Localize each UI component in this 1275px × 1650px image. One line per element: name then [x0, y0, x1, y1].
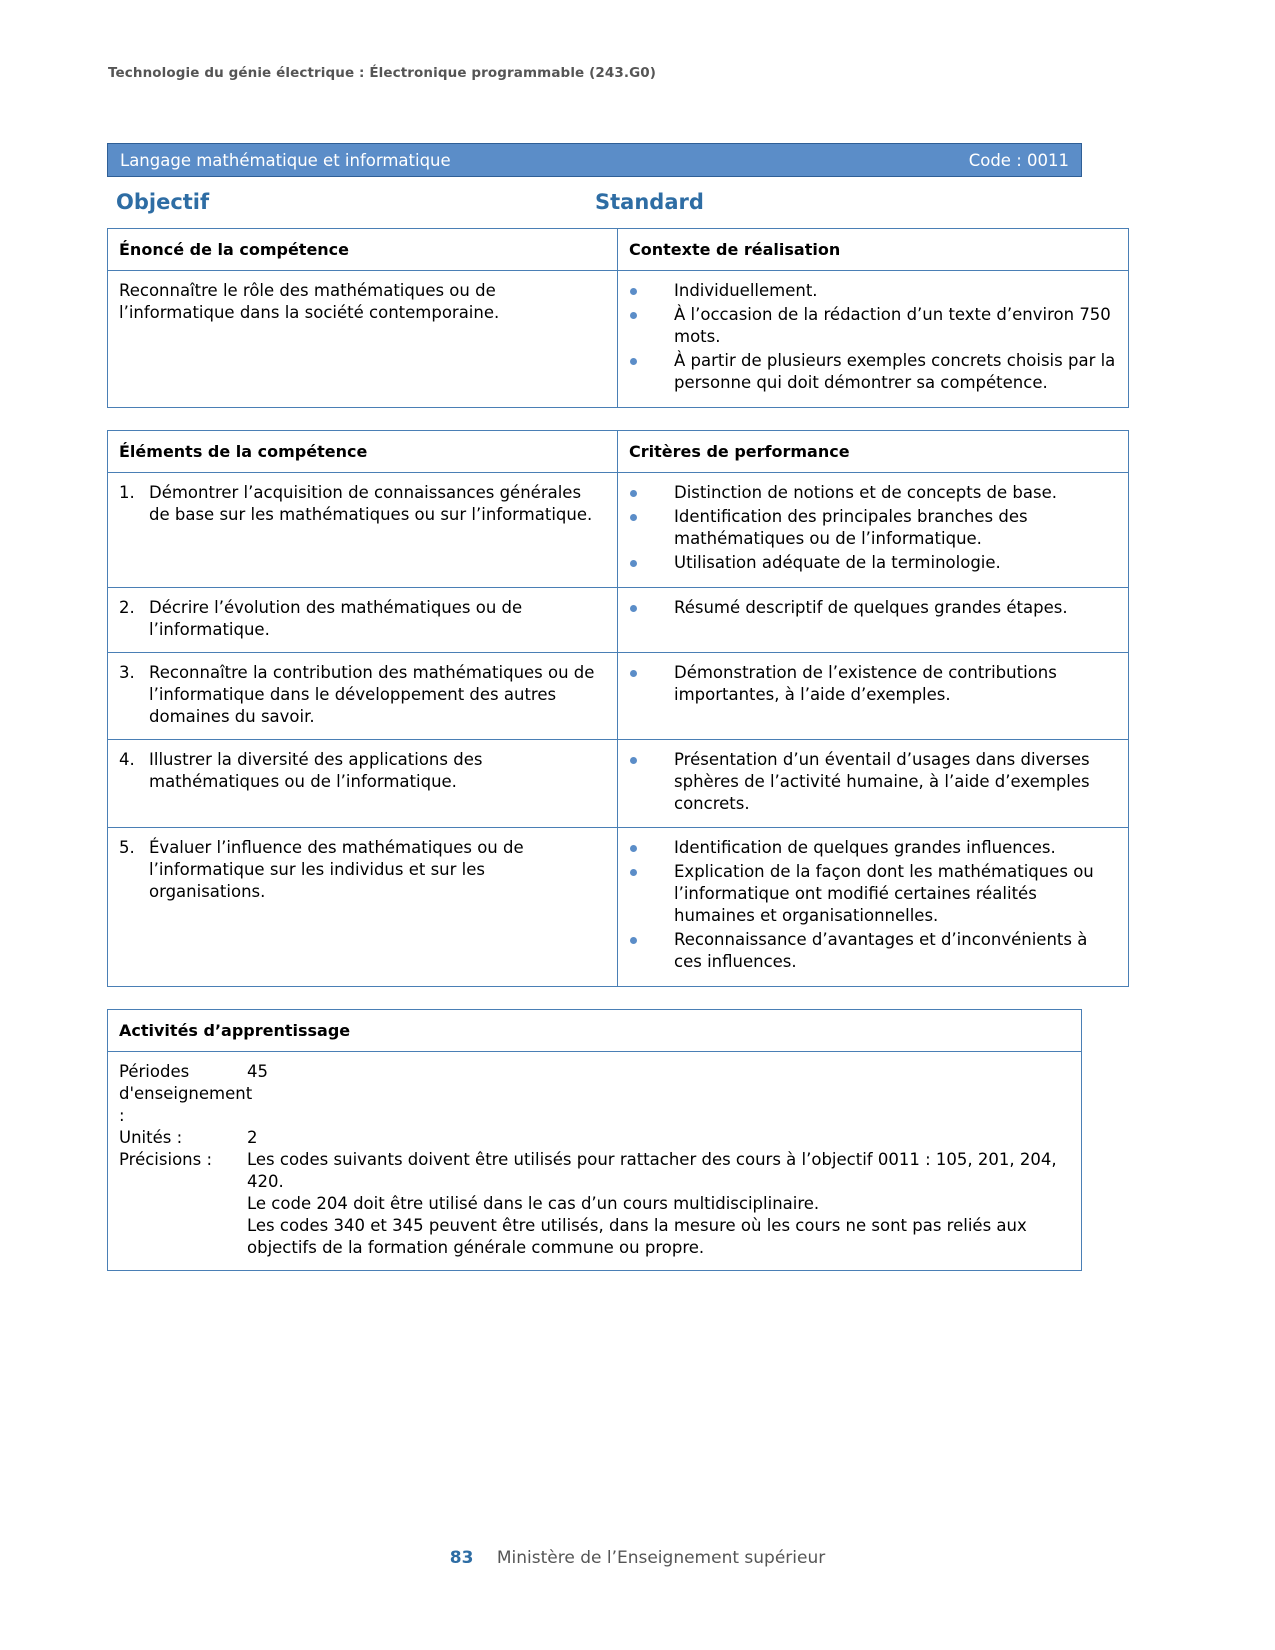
units-value: 2: [247, 1128, 258, 1148]
precisions-label: Précisions :: [119, 1150, 213, 1170]
item-text: Évaluer l’influence des mathématiques ou de l’informatique sur les individus et sur les organisations.: [149, 838, 524, 902]
precisions-text: Les codes suivants doivent être utilisés pour rattacher des cours à l’objectif 0011 : 105, 201, 204, 420.: [247, 1150, 1057, 1192]
criteria-cell: [618, 828, 1129, 987]
criteria-list: [629, 662, 1117, 706]
list-item: Individuellement.: [629, 280, 1117, 302]
criteria-cell: [618, 473, 1129, 588]
criteria-header: Critères de performance: [618, 430, 1129, 472]
list-item: Présentation d’un éventail d’usages dans diverses sphères de l’activité humaine, à l’aide d’exemples concrets.: [629, 749, 1117, 815]
context-list: [629, 280, 1117, 394]
criteria-list: [629, 837, 1117, 973]
page-header: Technologie du génie électrique : Électronique programmable (243.G0): [108, 65, 657, 81]
units-line: [119, 1127, 1070, 1149]
precisions-text: Les codes 340 et 345 peuvent être utilisés, dans la mesure où les cours ne sont pas reliés aux objectifs de la formation générale commune ou propre.: [247, 1215, 1027, 1257]
element-cell: [108, 587, 618, 652]
learning-activities-table: [107, 1009, 1082, 1271]
statement-header: Énoncé de la compétence: [108, 229, 618, 271]
item-number: 3.: [119, 662, 135, 682]
competency-statement-table: [107, 228, 1129, 408]
element-list: [119, 482, 606, 526]
list-item: À l’occasion de la rédaction d’un texte d’environ 750 mots.: [629, 304, 1117, 348]
page-number: 83: [449, 1548, 474, 1568]
list-item: [119, 749, 606, 793]
criteria-cell: [618, 587, 1129, 652]
table-row: [108, 652, 1129, 739]
precisions-value: [247, 1149, 1070, 1259]
criteria-list: [629, 597, 1117, 619]
criteria-cell: [618, 652, 1129, 739]
element-cell: [108, 828, 618, 987]
element-cell: [108, 652, 618, 739]
objective-heading: Objectif: [116, 190, 210, 214]
competency-title-bar: [107, 143, 1082, 177]
list-item: Démonstration de l’existence de contributions importantes, à l’aide d’exemples.: [629, 662, 1117, 706]
list-item: [119, 662, 606, 728]
section-headings: [107, 190, 1082, 214]
periods-label: Périodes d'enseignement :: [119, 1062, 253, 1126]
table-row: [108, 271, 1129, 408]
table-header-row: [108, 430, 1129, 472]
element-list: [119, 837, 606, 903]
item-number: 1.: [119, 483, 135, 503]
table-row: [108, 828, 1129, 987]
ministry-name: Ministère de l’Enseignement supérieur: [496, 1548, 826, 1568]
precisions-text: Le code 204 doit être utilisé dans le cas d’un cours multidisciplinaire.: [247, 1193, 820, 1213]
document-content: [107, 143, 1116, 1293]
elements-criteria-table: [107, 430, 1129, 987]
standard-heading: Standard: [595, 190, 704, 214]
units-label: Unités :: [119, 1128, 183, 1148]
activities-cell: [108, 1052, 1082, 1270]
criteria-list: [629, 749, 1117, 815]
element-cell: [108, 473, 618, 588]
item-text: Reconnaître la contribution des mathématiques ou de l’informatique dans le développement des autres domaines du savoir.: [149, 662, 595, 726]
item-number: 5.: [119, 838, 135, 858]
list-item: Reconnaissance d’avantages et d’inconvénients à ces influences.: [629, 929, 1117, 973]
list-item: [119, 597, 606, 641]
page-footer: [0, 1548, 1275, 1568]
item-number: 2.: [119, 597, 135, 617]
list-item: Explication de la façon dont les mathématiques ou l’informatique ont modifié certaines réalités humaines et organisationnelles.: [629, 861, 1117, 927]
list-item: Distinction de notions et de concepts de base.: [629, 482, 1117, 504]
table-row: [108, 473, 1129, 588]
list-item: [119, 837, 606, 903]
list-item: À partir de plusieurs exemples concrets choisis par la personne qui doit démontrer sa compétence.: [629, 350, 1117, 394]
periods-line: [119, 1061, 1070, 1127]
item-text: Illustrer la diversité des applications des mathématiques ou de l’informatique.: [149, 749, 483, 791]
table-row: [108, 1052, 1082, 1270]
element-list: [119, 597, 606, 641]
competency-code: Code : 0011: [968, 150, 1069, 170]
criteria-list: [629, 482, 1117, 574]
table-row: [108, 739, 1129, 828]
competency-statement: Reconnaître le rôle des mathématiques ou de l’informatique dans la société contemporaine.: [108, 271, 618, 408]
element-list: [119, 749, 606, 793]
list-item: [119, 482, 606, 526]
elements-header: Éléments de la compétence: [108, 430, 618, 472]
activities-header: Activités d’apprentissage: [108, 1010, 1082, 1052]
list-item: Identification des principales branches des mathématiques ou de l’informatique.: [629, 506, 1117, 550]
item-text: Démontrer l’acquisition de connaissances générales de base sur les mathématiques ou sur l’informatique.: [149, 483, 593, 525]
table-header-row: [108, 1010, 1082, 1052]
context-header: Contexte de réalisation: [618, 229, 1129, 271]
criteria-cell: [618, 739, 1129, 828]
list-item: Identification de quelques grandes influences.: [629, 837, 1117, 859]
precisions-line: [119, 1149, 1070, 1259]
element-cell: [108, 739, 618, 828]
competency-name: Langage mathématique et informatique: [120, 150, 451, 170]
context-cell: [618, 271, 1129, 408]
table-row: [108, 587, 1129, 652]
list-item: Utilisation adéquate de la terminologie.: [629, 552, 1117, 574]
list-item: Résumé descriptif de quelques grandes étapes.: [629, 597, 1117, 619]
item-text: Décrire l’évolution des mathématiques ou de l’informatique.: [149, 597, 523, 639]
table-header-row: [108, 229, 1129, 271]
element-list: [119, 662, 606, 728]
periods-value: 45: [247, 1062, 268, 1082]
item-number: 4.: [119, 749, 135, 769]
